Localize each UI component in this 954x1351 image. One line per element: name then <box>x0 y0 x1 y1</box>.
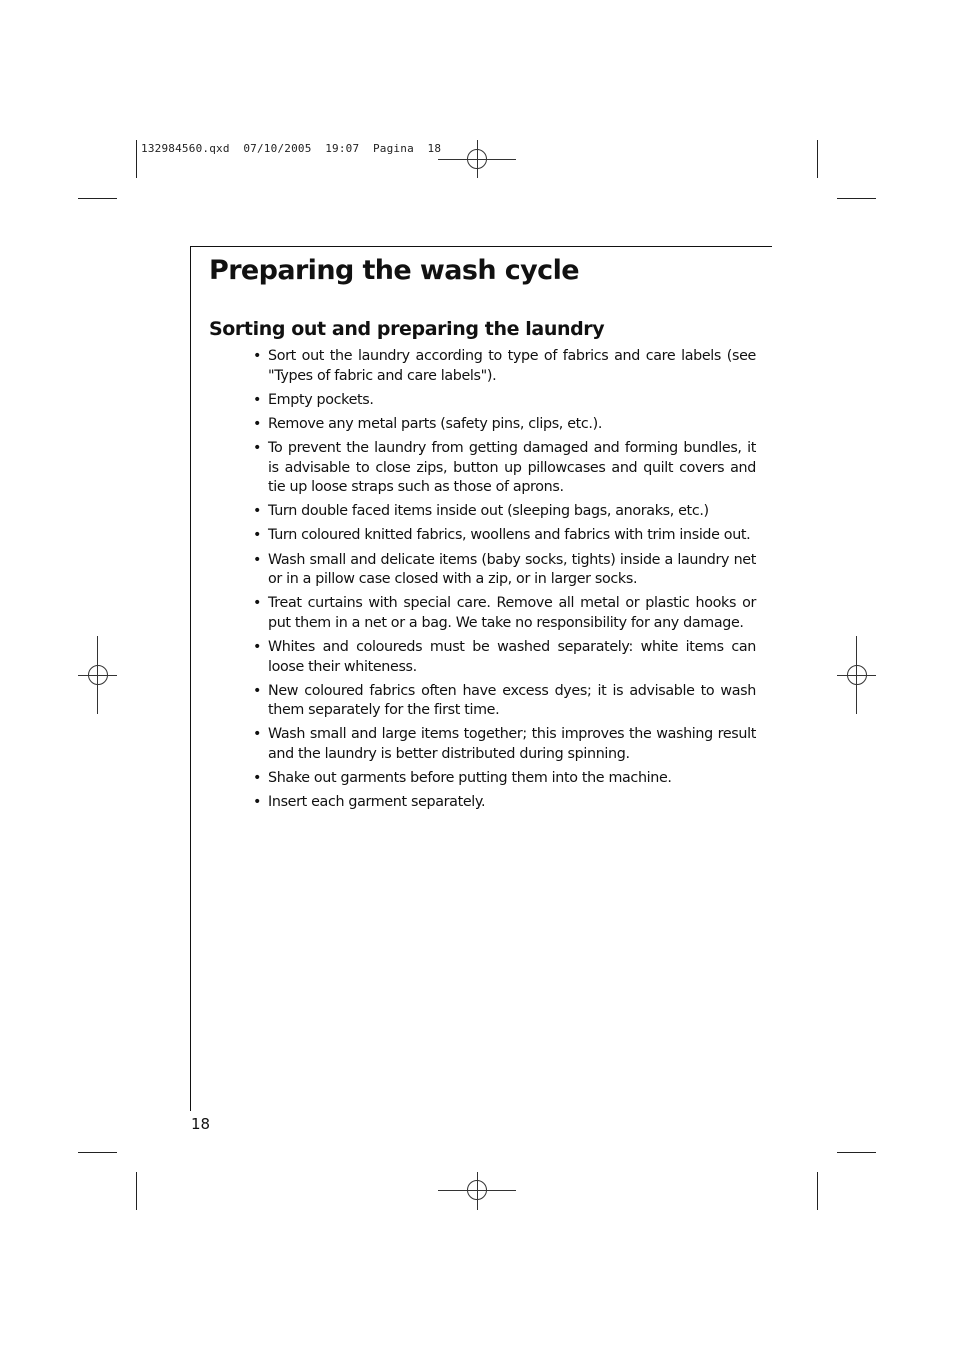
crop-mark <box>837 1152 876 1153</box>
crop-mark <box>78 1152 117 1153</box>
list-item: • Shake out garments before putting them into the machine. <box>253 769 756 789</box>
list-item: • Whites and coloureds must be washed separately: white items can loose their whiteness. <box>253 639 756 675</box>
bullet: • <box>253 551 262 568</box>
bullet: • <box>253 770 262 787</box>
page-number: 18 <box>191 1115 211 1133</box>
list-item: • Turn double faced items inside out (sleeping bags, anoraks, etc.) <box>253 502 756 522</box>
crop-mark <box>136 1172 137 1210</box>
list-item: • Empty pockets. <box>253 391 756 411</box>
crop-mark <box>78 198 117 199</box>
bullet: • <box>253 391 262 408</box>
list-item: • Sort out the laundry according to type of fabrics and care labels (see "Types of fabric and care labels"). <box>253 348 756 384</box>
bullet: • <box>253 503 262 520</box>
list-item: • New coloured fabrics often have excess dyes; it is advisable to wash them separately for the first time. <box>253 682 756 719</box>
section-heading: Sorting out and preparing the laundry <box>209 318 605 340</box>
list-item: • Insert each garment separately. <box>253 793 756 813</box>
frame-top-rule <box>190 246 772 247</box>
bullet: • <box>253 415 262 432</box>
frame-left-rule <box>190 246 191 1111</box>
bullet: • <box>253 726 262 743</box>
crop-mark <box>817 140 818 178</box>
bullet: • <box>253 639 262 655</box>
bullet: • <box>253 794 262 811</box>
list-item: • Wash small and large items together; this improves the washing result and the laundry is better distributed during spinning. <box>253 726 756 762</box>
instruction-list <box>253 347 756 817</box>
page-title: Preparing the wash cycle <box>209 255 579 286</box>
bullet: • <box>253 440 262 457</box>
bullet: • <box>253 595 262 612</box>
bullet: • <box>253 682 262 699</box>
list-item: • To prevent the laundry from getting damaged and forming bundles, it is advisable to close zips, button up pillowcases and quilt covers and tie up loose straps such as those of aprons. <box>253 440 756 496</box>
crop-mark <box>837 198 876 199</box>
bullet: • <box>253 348 262 364</box>
bullet: • <box>253 527 262 544</box>
print-slug: 132984560.qxd 07/10/2005 19:07 Pagina 18 <box>141 142 442 155</box>
list-item: • Turn coloured knitted fabrics, woollens and fabrics with trim inside out. <box>253 526 756 546</box>
list-item: • Treat curtains with special care. Remove all metal or plastic hooks or put them in a net or a bag. We take no responsibility for any damage. <box>253 595 756 631</box>
list-item: • Wash small and delicate items (baby socks, tights) inside a laundry net or in a pillow case closed with a zip, or in larger socks. <box>253 551 756 588</box>
crop-mark <box>817 1172 818 1210</box>
list-item: • Remove any metal parts (safety pins, clips, etc.). <box>253 415 756 435</box>
crop-mark <box>136 140 137 178</box>
